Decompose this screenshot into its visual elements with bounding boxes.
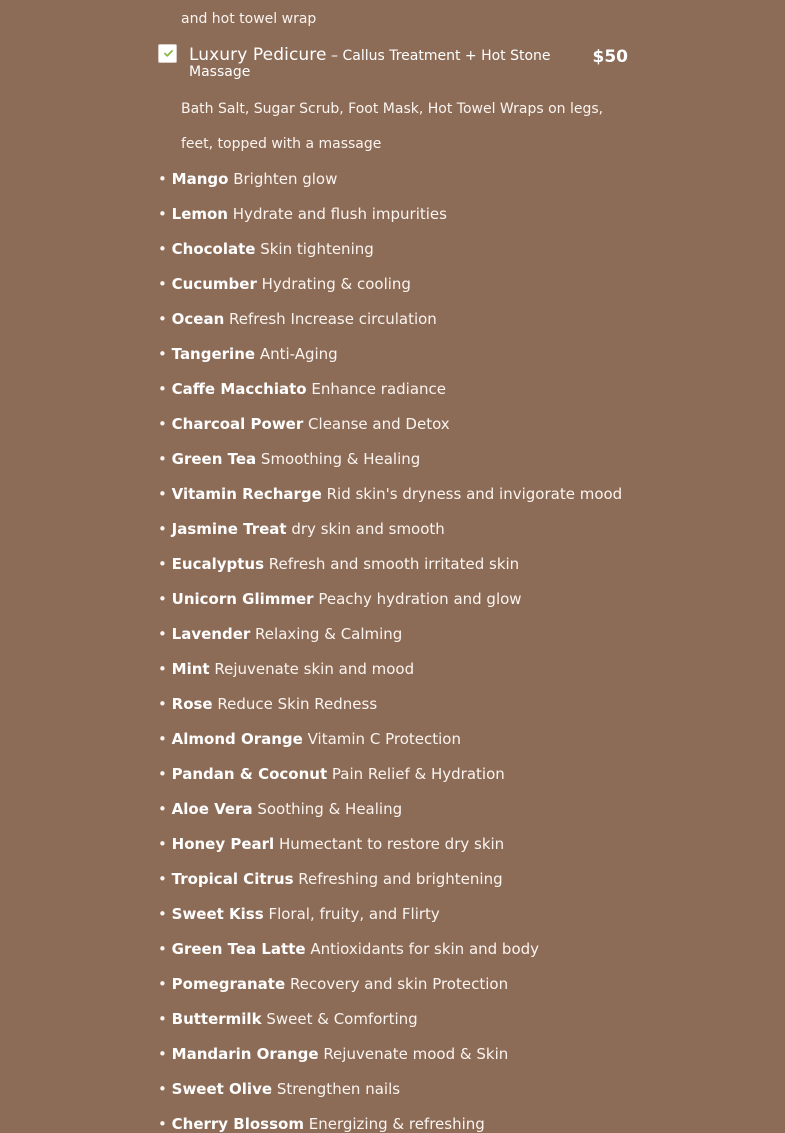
service-separator: – <box>331 48 339 64</box>
scent-name: Mandarin Orange <box>171 1045 319 1063</box>
scent-benefit: Recovery and skin Protection <box>289 975 509 993</box>
scent-item <box>158 1072 622 1107</box>
bullet: • <box>158 730 167 748</box>
scent-benefit: Antioxidants for skin and body <box>310 940 540 958</box>
bullet: • <box>158 1045 167 1063</box>
service-price: $50 <box>592 47 628 67</box>
scent-item <box>158 1107 622 1133</box>
scent-item <box>158 792 622 827</box>
scent-benefit: Refreshing and brightening <box>298 870 503 888</box>
service-subtitle: Callus Treatment + Hot Stone Massage <box>189 48 551 80</box>
scent-name: Tropical Citrus <box>171 870 294 888</box>
scent-name: Ocean <box>171 310 225 328</box>
scent-benefit: Refresh Increase circulation <box>229 310 437 328</box>
scent-name: Green Tea <box>171 450 257 468</box>
previous-service-description: and hot towel wrap <box>181 11 317 27</box>
scent-list <box>158 162 622 1133</box>
scent-benefit: Relaxing & Calming <box>255 625 403 643</box>
bullet: • <box>158 1010 167 1028</box>
scent-item <box>158 162 622 197</box>
scent-name: Caffe Macchiato <box>171 380 307 398</box>
scent-benefit: Vitamin C Protection <box>307 730 461 748</box>
scent-benefit: Energizing & refreshing <box>308 1115 485 1133</box>
scent-name: Eucalyptus <box>171 555 265 573</box>
service-name <box>189 47 559 80</box>
scent-item <box>158 967 622 1002</box>
bullet: • <box>158 380 167 398</box>
scent-item <box>158 617 622 652</box>
scent-item <box>158 582 622 617</box>
scent-name: Vitamin Recharge <box>171 485 322 503</box>
scent-benefit: Refresh and smooth irritated skin <box>268 555 520 573</box>
scent-item <box>158 757 622 792</box>
bullet: • <box>158 800 167 818</box>
bullet: • <box>158 660 167 678</box>
bullet: • <box>158 240 167 258</box>
scent-item <box>158 1002 622 1037</box>
scent-item <box>158 372 622 407</box>
scent-benefit: Rejuvenate mood & Skin <box>323 1045 509 1063</box>
scent-item <box>158 1037 622 1072</box>
scent-item <box>158 897 622 932</box>
scent-benefit: Pain Relief & Hydration <box>331 765 505 783</box>
scent-name: Pandan & Coconut <box>171 765 328 783</box>
scent-item <box>158 407 622 442</box>
bullet: • <box>158 835 167 853</box>
scent-item <box>158 862 622 897</box>
bullet: • <box>158 765 167 783</box>
scent-name: Unicorn Glimmer <box>171 590 314 608</box>
service-title: Luxury Pedicure <box>189 45 327 65</box>
scent-item <box>158 827 622 862</box>
scent-benefit: Reduce Skin Redness <box>217 695 378 713</box>
bullet: • <box>158 975 167 993</box>
scent-name: Lemon <box>171 205 228 223</box>
scent-item <box>158 932 622 967</box>
scent-name: Green Tea Latte <box>171 940 306 958</box>
scent-benefit: Brighten glow <box>233 170 338 188</box>
scent-benefit: Skin tightening <box>260 240 374 258</box>
bullet: • <box>158 555 167 573</box>
scent-benefit: Hydrating & cooling <box>261 275 411 293</box>
scent-item <box>158 687 622 722</box>
scent-benefit: Peachy hydration and glow <box>318 590 522 608</box>
bullet: • <box>158 345 167 363</box>
scent-name: Aloe Vera <box>171 800 253 818</box>
scent-name: Lavender <box>171 625 251 643</box>
scent-item <box>158 512 622 547</box>
scent-name: Cucumber <box>171 275 257 293</box>
scent-name: Sweet Kiss <box>171 905 264 923</box>
scent-benefit: Rid skin's dryness and invigorate mood <box>326 485 623 503</box>
scent-name: Almond Orange <box>171 730 303 748</box>
scent-item <box>158 547 622 582</box>
scent-benefit: Sweet & Comforting <box>266 1010 418 1028</box>
bullet: • <box>158 695 167 713</box>
scent-item <box>158 197 622 232</box>
bullet: • <box>158 625 167 643</box>
bullet: • <box>158 940 167 958</box>
service-checkbox[interactable] <box>158 44 177 63</box>
check-icon <box>164 50 173 57</box>
scent-name: Chocolate <box>171 240 256 258</box>
bullet: • <box>158 415 167 433</box>
scent-name: Tangerine <box>171 345 256 363</box>
scent-benefit: Soothing & Healing <box>257 800 403 818</box>
scent-benefit: Smoothing & Healing <box>260 450 421 468</box>
bullet: • <box>158 170 167 188</box>
bullet: • <box>158 310 167 328</box>
scent-item <box>158 267 622 302</box>
scent-item <box>158 477 622 512</box>
scent-benefit: Cleanse and Detox <box>308 415 450 433</box>
scent-benefit: Hydrate and flush impurities <box>232 205 447 223</box>
scent-name: Buttermilk <box>171 1010 262 1028</box>
scent-item <box>158 232 622 267</box>
scent-item <box>158 337 622 372</box>
scent-name: Charcoal Power <box>171 415 304 433</box>
service-row-luxury-pedicure[interactable] <box>158 44 628 86</box>
scent-benefit: Enhance radiance <box>311 380 447 398</box>
bullet: • <box>158 1080 167 1098</box>
bullet: • <box>158 870 167 888</box>
scent-name: Jasmine Treat <box>171 520 287 538</box>
scent-name: Rose <box>171 695 213 713</box>
scent-benefit: dry skin and smooth <box>291 520 445 538</box>
bullet: • <box>158 275 167 293</box>
scent-name: Cherry Blossom <box>171 1115 304 1133</box>
bullet: • <box>158 590 167 608</box>
scent-item <box>158 442 622 477</box>
scent-name: Honey Pearl <box>171 835 275 853</box>
scent-item <box>158 302 622 337</box>
bullet: • <box>158 205 167 223</box>
scent-benefit: Anti-Aging <box>259 345 338 363</box>
bullet: • <box>158 450 167 468</box>
scent-name: Mango <box>171 170 229 188</box>
bullet: • <box>158 485 167 503</box>
scent-benefit: Floral, fruity, and Flirty <box>268 905 440 923</box>
scent-name: Mint <box>171 660 210 678</box>
scent-name: Pomegranate <box>171 975 286 993</box>
bullet: • <box>158 1115 167 1133</box>
bullet: • <box>158 905 167 923</box>
scent-benefit: Strengthen nails <box>276 1080 401 1098</box>
scent-benefit: Humectant to restore dry skin <box>278 835 505 853</box>
scent-name: Sweet Olive <box>171 1080 273 1098</box>
scent-item <box>158 722 622 757</box>
service-description: Bath Salt, Sugar Scrub, Foot Mask, Hot Towel Wraps on legs, feet, topped with a massage <box>181 101 604 152</box>
scent-benefit: Rejuvenate skin and mood <box>214 660 415 678</box>
scent-item <box>158 652 622 687</box>
bullet: • <box>158 520 167 538</box>
